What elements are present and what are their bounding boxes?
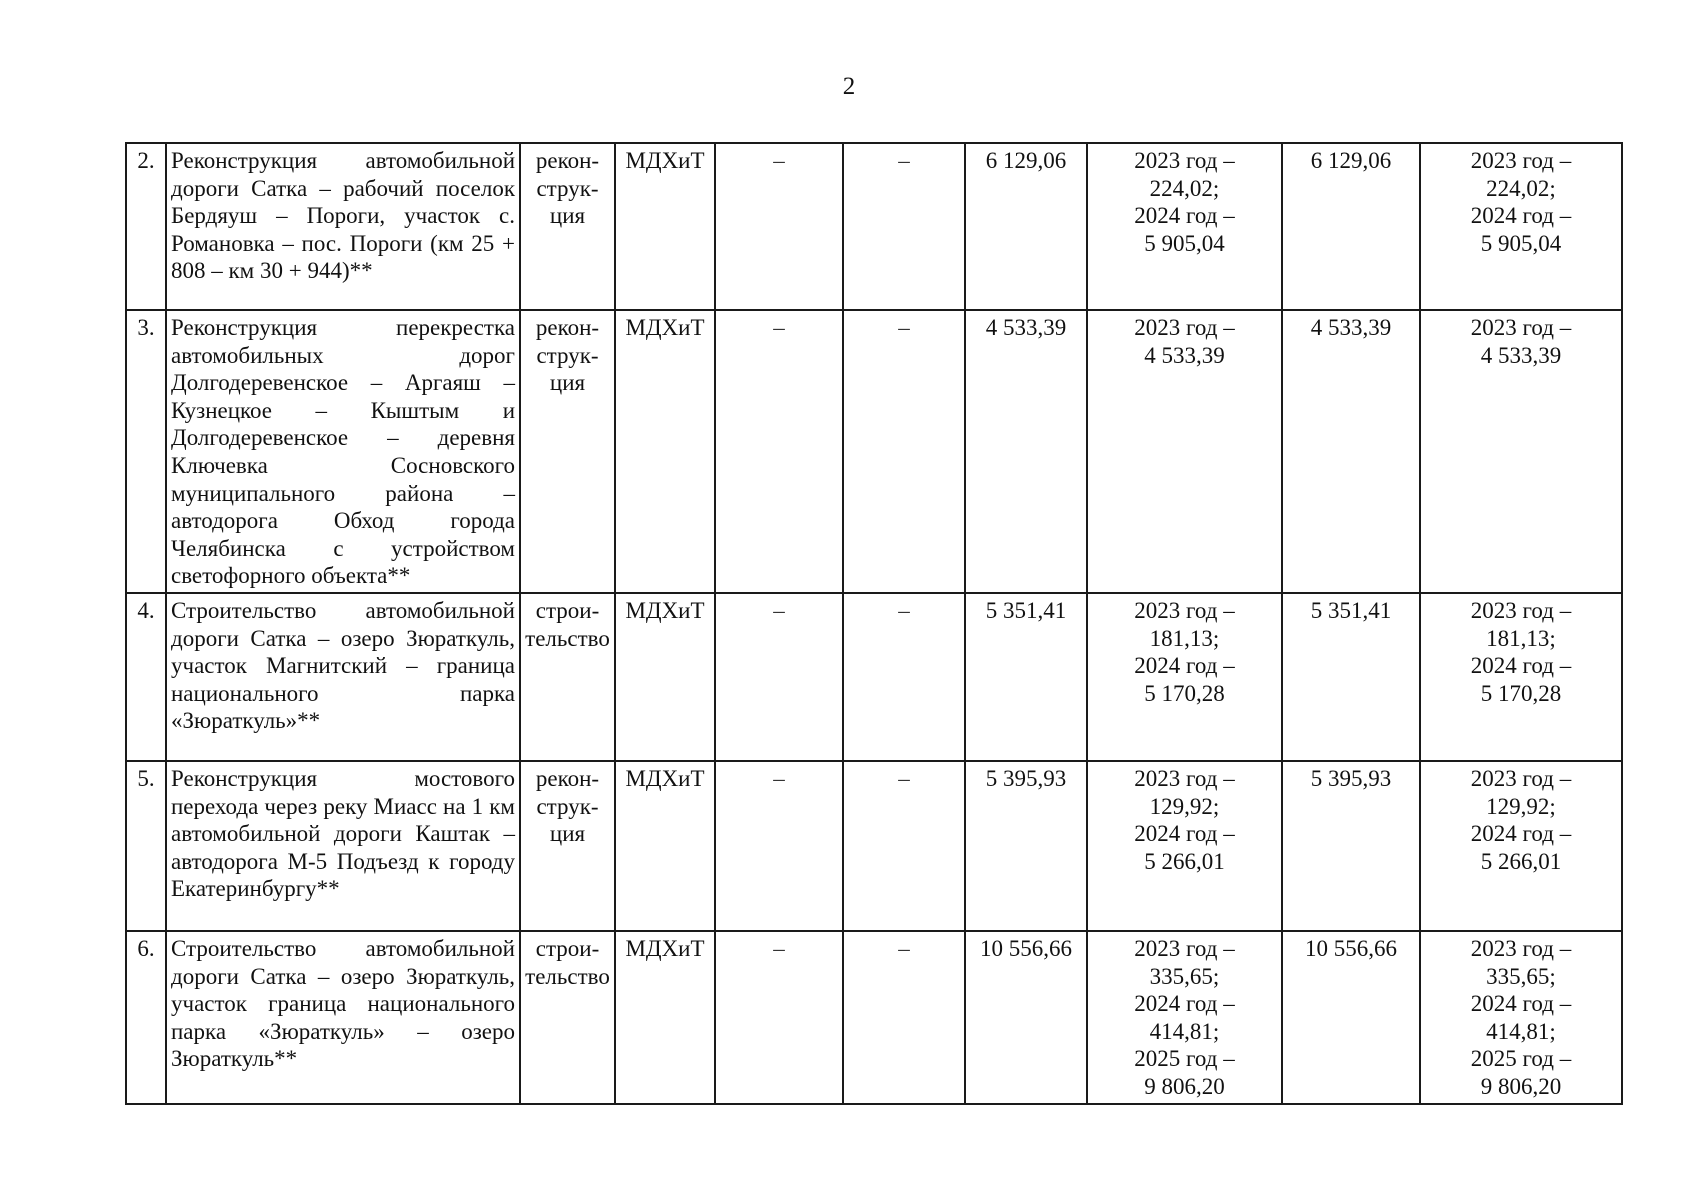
total-amount: 5 395,93 — [965, 761, 1087, 931]
amount-by-year — [1087, 593, 1282, 761]
work-type-line: струк- — [536, 342, 599, 368]
work-type-line: ция — [549, 821, 586, 847]
funding-by-year-line: 335,65; — [1486, 963, 1556, 989]
responsible-org: МДХиТ — [615, 761, 715, 931]
funding-by-year-line: 2024 год – — [1470, 653, 1572, 679]
work-type-line: рекон- — [535, 315, 600, 340]
empty-value: – — [843, 143, 965, 310]
work-type-line: ция — [549, 370, 586, 396]
work-type-line: рекон- — [535, 148, 600, 173]
funding-amount: 4 533,39 — [1282, 310, 1420, 593]
object-name: Строительство автомобильной дороги Сатка – озеро Зюраткуль, участок граница национального парка «Зюраткуль» – озеро Зюраткуль** — [166, 931, 520, 1104]
work-type — [520, 931, 615, 1104]
total-amount: 6 129,06 — [965, 143, 1087, 310]
funding-amount: 10 556,66 — [1282, 931, 1420, 1104]
amount-by-year — [1087, 310, 1282, 593]
responsible-org: МДХиТ — [615, 931, 715, 1104]
empty-value: – — [715, 593, 843, 761]
amount-by-year-line: 414,81; — [1149, 1018, 1220, 1044]
amount-by-year-line: 2023 год – — [1134, 935, 1235, 961]
empty-value: – — [843, 593, 965, 761]
work-type — [520, 310, 615, 593]
amount-by-year — [1087, 931, 1282, 1104]
amount-by-year-line: 224,02; — [1149, 175, 1220, 201]
funding-by-year-line: 129,92; — [1486, 793, 1556, 819]
empty-value: – — [843, 931, 965, 1104]
row-number: 5. — [126, 761, 166, 931]
responsible-org: МДХиТ — [615, 310, 715, 593]
object-name: Реконструкция автомобильной дороги Сатка – рабочий поселок Бердяуш – Пороги, участок с. Романовка – пос. Пороги (км 25 + 808 – км 30 + 944)** — [166, 143, 520, 310]
amount-by-year-line: 335,65; — [1149, 963, 1220, 989]
funding-by-year-line: 2023 год – — [1470, 597, 1572, 623]
funding-by-year-line: 2025 год – — [1470, 1046, 1572, 1072]
amount-by-year-line: 5 905,04 — [1144, 230, 1225, 256]
total-amount: 4 533,39 — [965, 310, 1087, 593]
amount-by-year-line: 9 806,20 — [1144, 1073, 1225, 1099]
amount-by-year-line: 2023 год – — [1134, 315, 1235, 340]
responsible-org: МДХиТ — [615, 143, 715, 310]
funding-by-year — [1420, 761, 1622, 931]
funding-by-year — [1420, 310, 1622, 593]
amount-by-year — [1087, 761, 1282, 931]
funding-amount: 5 351,41 — [1282, 593, 1420, 761]
funding-by-year-line: 224,02; — [1486, 175, 1556, 201]
work-type — [520, 593, 615, 761]
funding-by-year — [1420, 931, 1622, 1104]
funding-by-year-line: 181,13; — [1486, 625, 1556, 651]
amount-by-year-line: 5 266,01 — [1144, 848, 1225, 874]
funding-by-year-line: 2023 год – — [1470, 935, 1572, 961]
amount-by-year-line: 4 533,39 — [1144, 342, 1225, 368]
funding-by-year-line: 2023 год – — [1470, 315, 1572, 340]
funding-by-year-line: 2023 год – — [1470, 148, 1572, 173]
funding-amount: 6 129,06 — [1282, 143, 1420, 310]
funding-by-year-line: 9 806,20 — [1480, 1073, 1562, 1099]
empty-value: – — [715, 310, 843, 593]
row-number: 3. — [126, 310, 166, 593]
funding-by-year-line: 5 905,04 — [1480, 230, 1562, 256]
row-number: 6. — [126, 931, 166, 1104]
amount-by-year-line: 129,92; — [1149, 793, 1220, 819]
work-type-line: струк- — [536, 175, 599, 201]
work-type-line: строи- — [535, 935, 600, 961]
amount-by-year-line: 2025 год – — [1134, 1046, 1235, 1072]
row-number: 4. — [126, 593, 166, 761]
empty-value: – — [715, 143, 843, 310]
work-type — [520, 761, 615, 931]
empty-value: – — [843, 761, 965, 931]
table-row — [126, 310, 1622, 593]
empty-value: – — [715, 761, 843, 931]
object-name: Реконструкция перекрестка автомобильных дорог Долгодеревенское – Аргаяш – Кузнецкое – Кыштым и Долгодеревенское – деревня Ключевка Сосновского муниципального района – автодорога Обход города Челябинска с устройством светофорного объекта** — [166, 310, 520, 593]
amount-by-year-line: 181,13; — [1149, 625, 1220, 651]
table-row — [126, 761, 1622, 931]
empty-value: – — [715, 931, 843, 1104]
work-type-line: ция — [549, 203, 586, 229]
empty-value: – — [843, 310, 965, 593]
funding-by-year — [1420, 143, 1622, 310]
work-type-line: струк- — [536, 793, 599, 819]
work-type-line: рекон- — [535, 765, 600, 791]
amount-by-year-line: 2024 год – — [1134, 821, 1235, 847]
work-type-line: строи- — [535, 597, 600, 623]
amount-by-year-line: 2023 год – — [1134, 148, 1235, 173]
funding-by-year-line: 2024 год – — [1470, 203, 1572, 229]
amount-by-year-line: 2023 год – — [1134, 597, 1235, 623]
total-amount: 10 556,66 — [965, 931, 1087, 1104]
table-row — [126, 931, 1622, 1104]
amount-by-year-line: 5 170,28 — [1144, 680, 1225, 706]
amount-by-year-line: 2024 год – — [1134, 203, 1235, 229]
funding-by-year-line: 5 266,01 — [1480, 848, 1562, 874]
table-row — [126, 593, 1622, 761]
object-name: Реконструкция мостового перехода через реку Миасс на 1 км автомобильной дороги Каштак – автодорога М-5 Подъезд к городу Екатеринбургу** — [166, 761, 520, 931]
table-row — [126, 143, 1622, 310]
funding-by-year-line: 2023 год – — [1470, 765, 1572, 791]
funding-by-year-line: 4 533,39 — [1480, 342, 1562, 368]
funding-amount: 5 395,93 — [1282, 761, 1420, 931]
work-type-line: тельство — [525, 625, 610, 651]
work-type-line: тельство — [525, 963, 610, 989]
responsible-org: МДХиТ — [615, 593, 715, 761]
amount-by-year-line: 2023 год – — [1134, 765, 1235, 791]
objects-table — [125, 142, 1623, 1105]
total-amount: 5 351,41 — [965, 593, 1087, 761]
funding-by-year-line: 2024 год – — [1470, 821, 1572, 847]
work-type — [520, 143, 615, 310]
amount-by-year — [1087, 143, 1282, 310]
amount-by-year-line: 2024 год – — [1134, 991, 1235, 1017]
amount-by-year-line: 2024 год – — [1134, 653, 1235, 679]
row-number: 2. — [126, 143, 166, 310]
funding-by-year-line: 414,81; — [1486, 1018, 1556, 1044]
object-name: Строительство автомобильной дороги Сатка – озеро Зюраткуль, участок Магнитский – граница национального парка «Зюраткуль»** — [166, 593, 520, 761]
funding-by-year-line: 2024 год – — [1470, 991, 1572, 1017]
funding-by-year — [1420, 593, 1622, 761]
page-number: 2 — [842, 73, 856, 100]
funding-by-year-line: 5 170,28 — [1480, 680, 1562, 706]
